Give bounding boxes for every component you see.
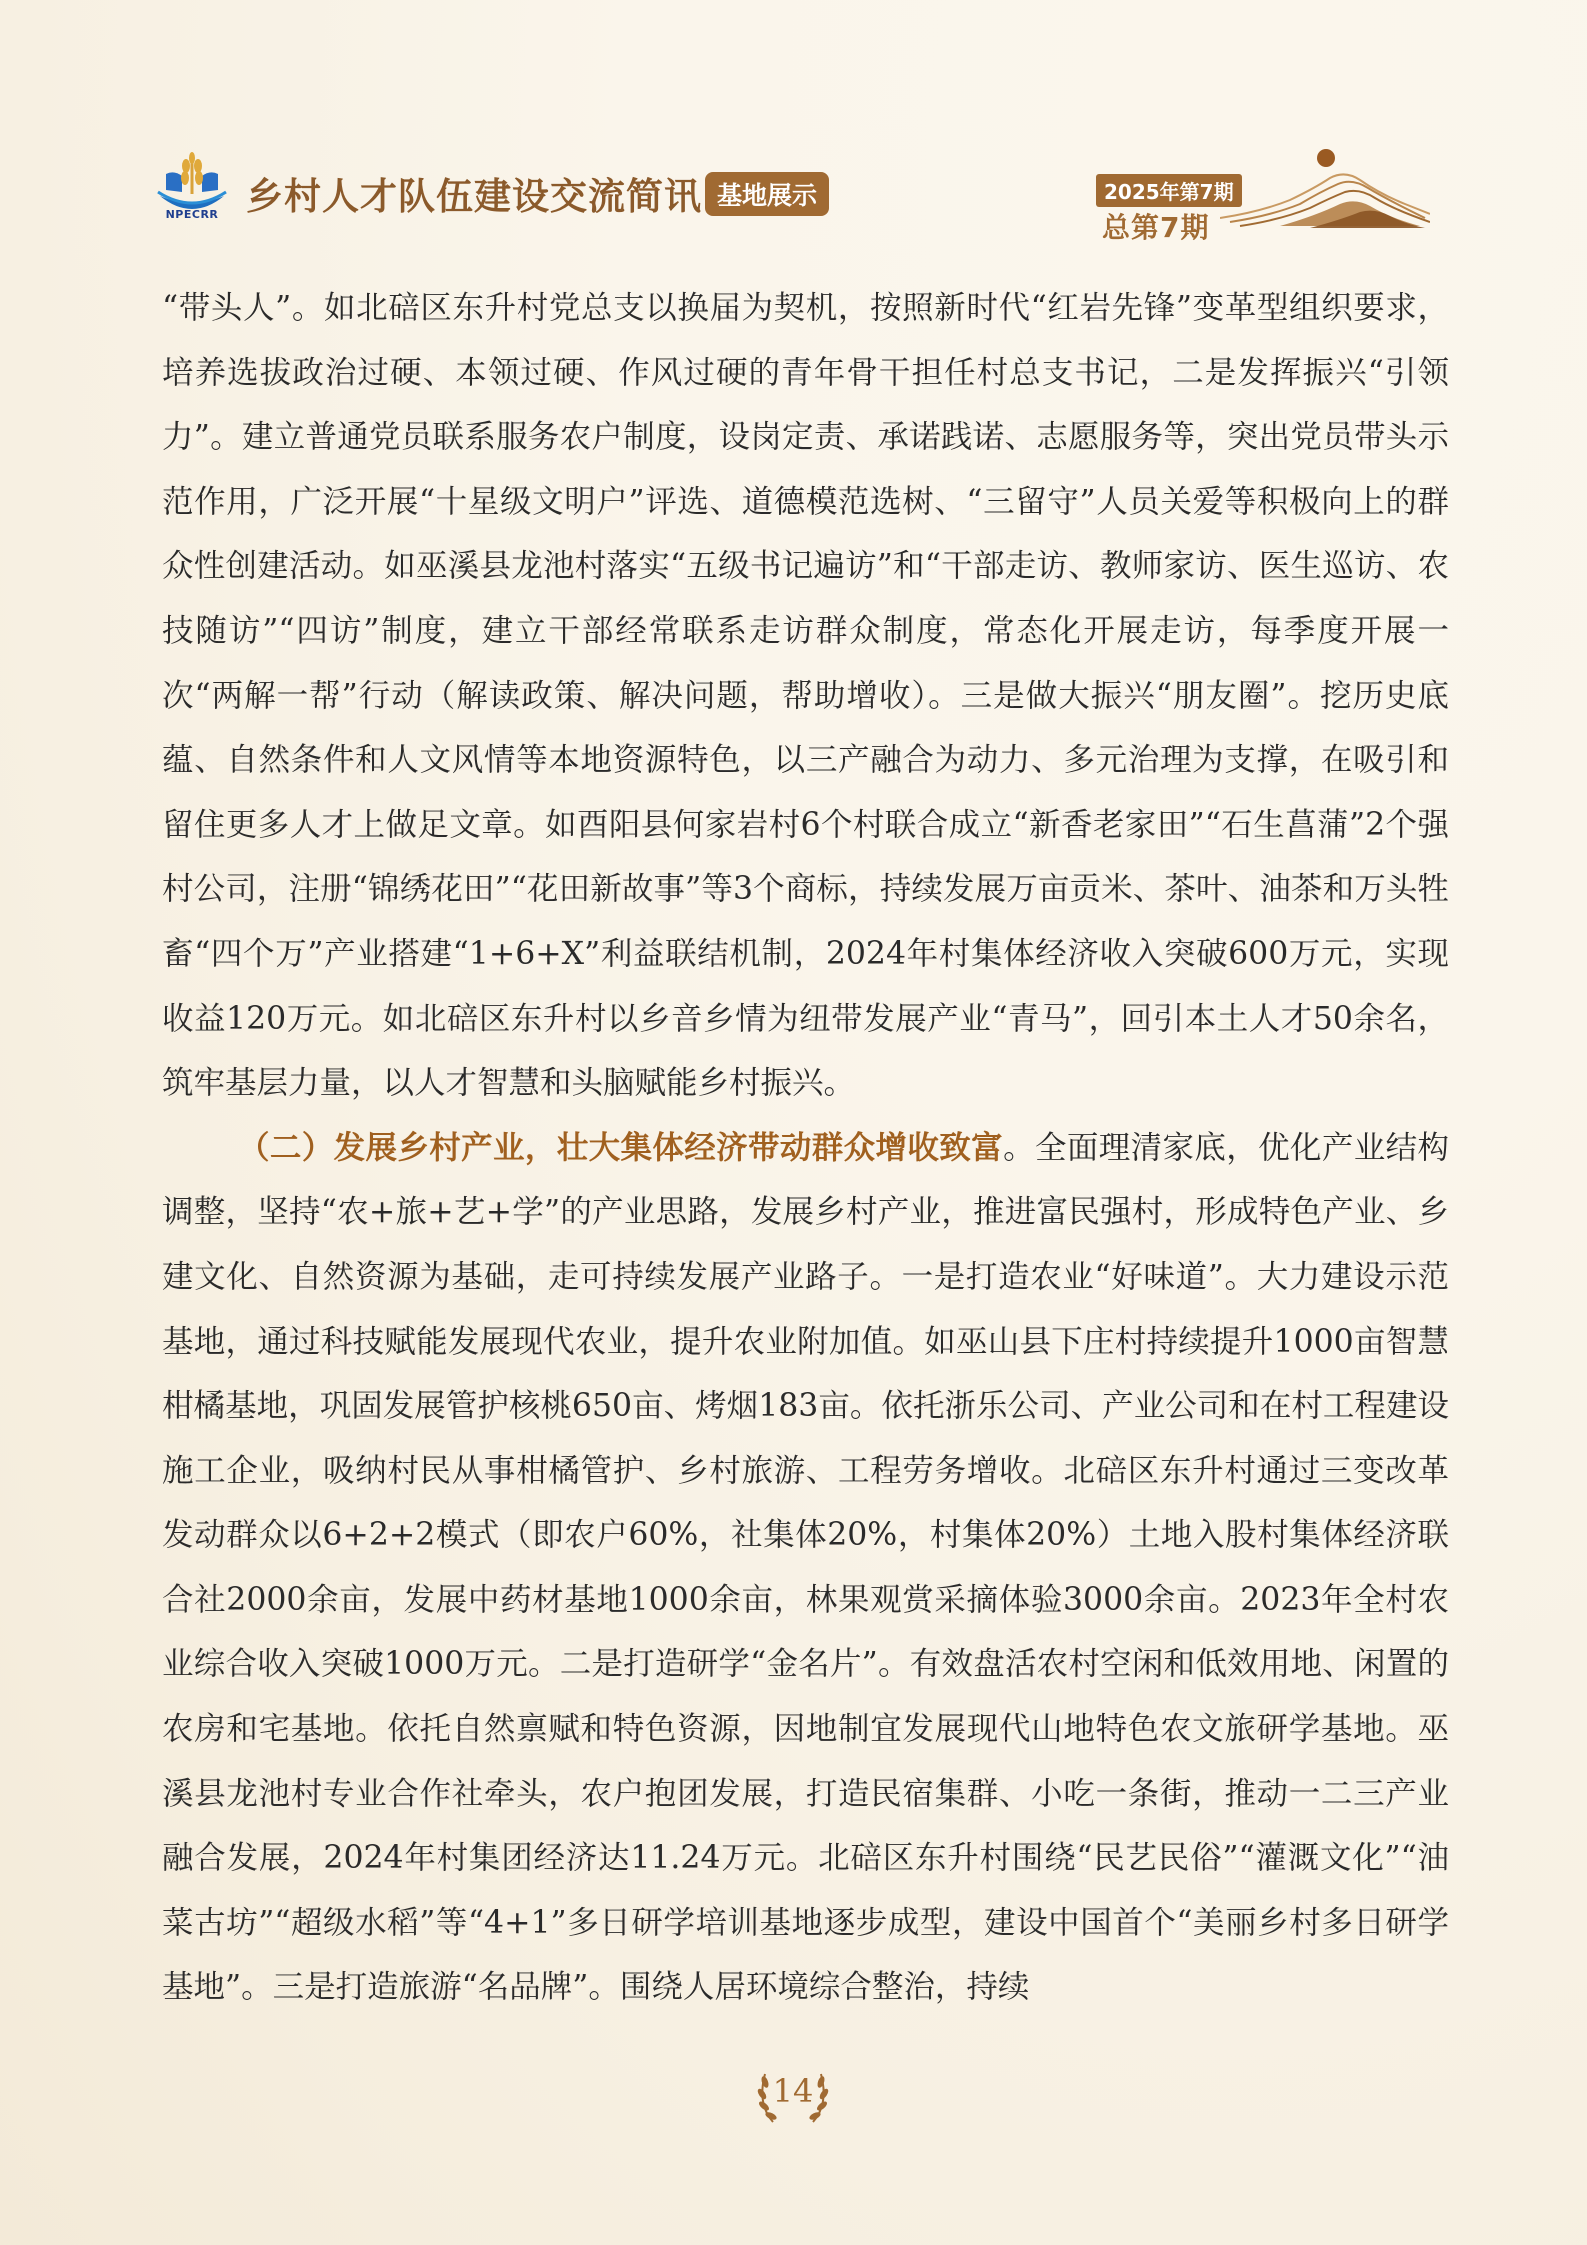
newsletter-title: 乡村人才队伍建设交流简讯 — [246, 175, 702, 218]
page-footer — [743, 2060, 843, 2130]
page-header — [0, 0, 1587, 244]
total-issue-number: 总第7期 — [1102, 211, 1210, 244]
section-tag: 基地展示 — [705, 172, 829, 216]
article-body — [162, 276, 1449, 2020]
issue-number: 2025年第7期 — [1096, 174, 1242, 207]
paragraph-2-text: 。全面理清家底，优化产业结构调整，坚持“农+旅+艺+学”的产业思路，发展乡村产业，推进富民强村，形成特色产业、乡建文化、自然资源为基础，走可持续发展产业路子。一是打造农业“好味道”。大力建设示范基地，通过科技赋能发展现代农业，提升农业附加值。如巫山县下庄村持续提升1000亩智慧柑橘基地，巩固发展管护核桃650亩、烤烟183亩。依托浙乐公司、产业公司和在村工程建设施工企业，吸纳村民从事柑橘管护、乡村旅游、工程劳务增收。北碚区东升村通过三变改革发动群众以6+2+2模式（即农户60%，社集体20%，村集体20%）土地入股村集体经济联合社2000余亩，发展中药材基地1000余亩，林果观赏采摘体验3000余亩。2023年全村农业综合收入突破1000万元。二是打造研学“金名片”。有效盘活农村空闲和低效用地、闲置的农房和宅基地。依托自然禀赋和特色资源，因地制宜发展现代山地特色农文旅研学基地。巫溪县龙池村专业合作社牵头，农户抱团发展，打造民宿集群、小吃一条街，推动一二三产业融合发展，2024年村集团经济达11.24万元。北碚区东升村围绕“民艺民俗”“灌溉文化”“油菜古坊”“超级水稻”等“4+1”多日研学培训基地逐步成型，建设中国首个“美丽乡村多日研学基地”。三是打造旅游“名品牌”。围绕人居环境综合整治，持续 — [162, 1129, 1449, 2006]
logo-text: NPECRR — [165, 208, 219, 221]
page-number: 14 — [772, 2072, 814, 2110]
paragraph-1: “带头人”。如北碚区东升村党总支以换届为契机，按照新时代“红岩先锋”变革型组织要求，培养选拔政治过硬、本领过硬、作风过硬的青年骨干担任村总支书记，二是发挥振兴“引领力”。建立普通党员联系服务农户制度，设岗定责、承诺践诺、志愿服务等，突出党员带头示范作用，广泛开展“十星级文明户”评选、道德模范选树、“三留守”人员关爱等积极向上的群众性创建活动。如巫溪县龙池村落实“五级书记遍访”和“干部走访、教师家访、医生巡访、农技随访”“四访”制度，建立干部经常联系走访群众制度，常态化开展走访，每季度开展一次“两解一帮”行动（解读政策、解决问题，帮助增收）。三是做大振兴“朋友圈”。挖历史底蕴、自然条件和人文风情等本地资源特色，以三产融合为动力、多元治理为支撑，在吸引和留住更多人才上做足文章。如酉阳县何家岩村6个村联合成立“新香老家田”“石生菖蒲”2个强村公司，注册“锦绣花田”“花田新故事”等3个商标，持续发展万亩贡米、茶叶、油茶和万头牲畜“四个万”产业搭建“1+6+X”利益联结机制，2024年村集体经济收入突破600万元，实现收益120万元。如北碚区东升村以乡音乡情为纽带发展产业“青马”，回引本土人才50余名，筑牢基层力量，以人才智慧和头脑赋能乡村振兴。 — [162, 290, 1449, 1102]
paragraph-2 — [162, 1116, 1449, 2020]
section-heading: （二）发展乡村产业，壮大集体经济带动群众增收致富 — [238, 1128, 1004, 1166]
mountain-sun-icon — [1220, 140, 1430, 230]
